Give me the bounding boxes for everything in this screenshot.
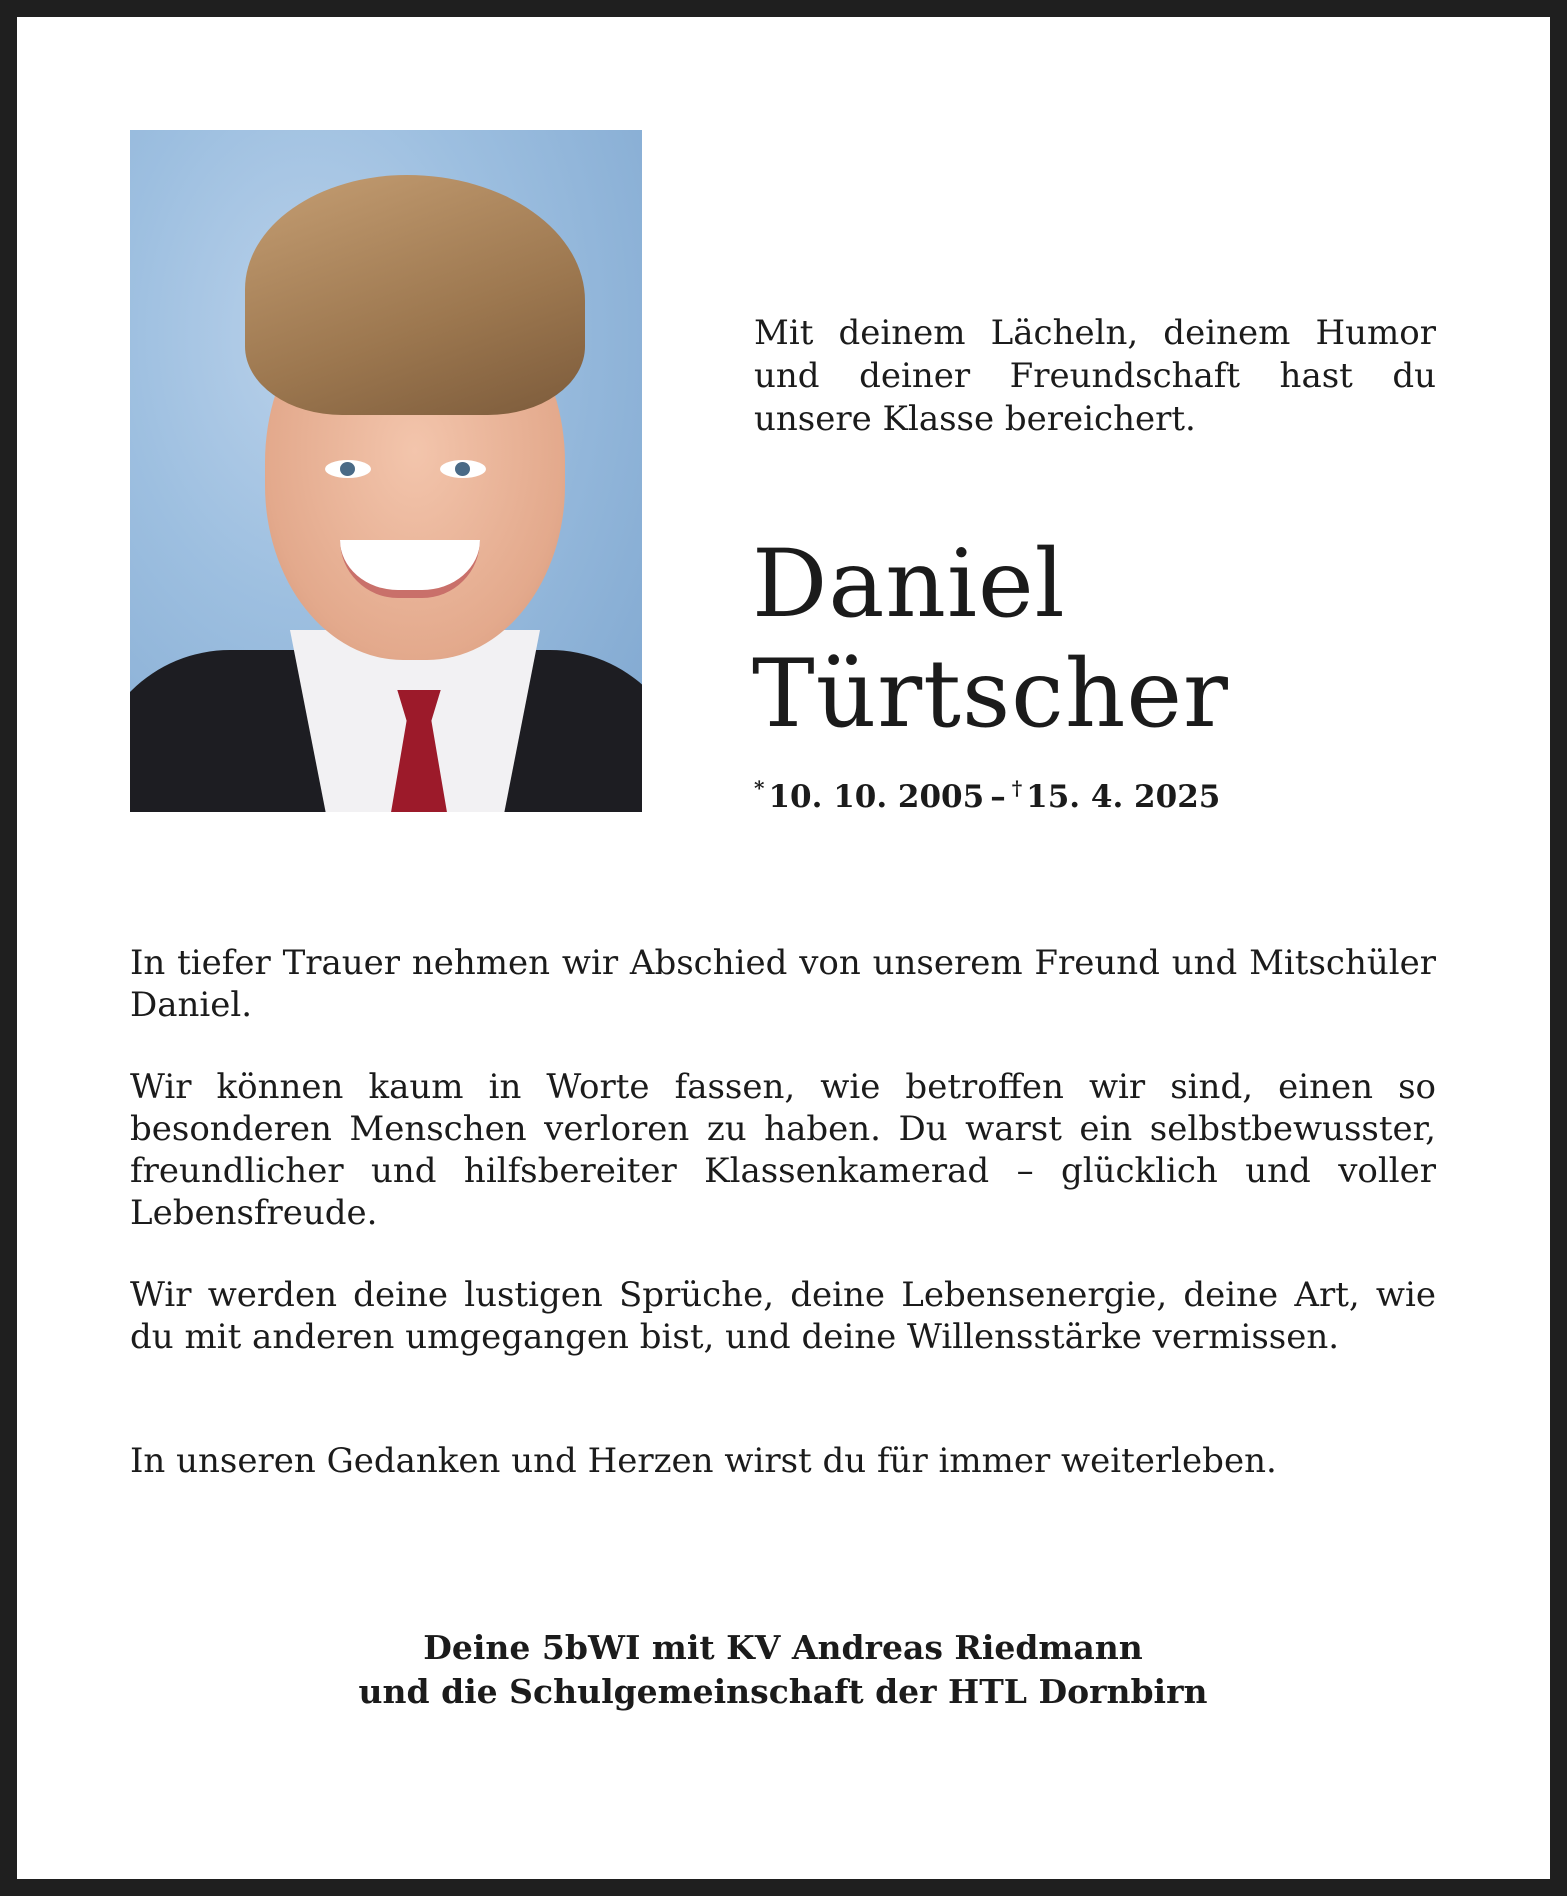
body-paragraph-tribute: Wir können kaum in Worte fassen, wie betroffen wir sind, einen so besonderen Menschen verloren zu haben. Du warst ein selbstbewusster, freundlicher und hilfsbereiter Klassenkamerad – glücklich und voller Lebensfreude. [130,1067,1436,1233]
death-date: 15. 4. 2025 [1026,779,1221,815]
signature-line-class: Deine 5bWI mit KV Andreas Riedmann [423,1628,1143,1667]
body-paragraph-closing: In unseren Gedanken und Herzen wirst du für immer weiterleben. [130,1441,1277,1481]
deceased-last-name: Türtscher [752,640,1229,749]
signature-line-school: und die Schulgemeinschaft der HTL Dornbirn [358,1672,1208,1711]
memorial-quote: Mit deinem Lächeln, deinem Humor und deiner Freundschaft hast du unsere Klasse bereichert. [754,313,1436,439]
birth-symbol: * [754,776,765,800]
portrait-photo [130,130,642,812]
birth-date: 10. 10. 2005 [768,779,985,815]
body-paragraph-memories: Wir werden deine lustigen Sprüche, deine Lebensenergie, deine Art, wie du mit anderen umgegangen bist, und deine Willensstärke vermissen. [130,1275,1436,1357]
body-paragraph-farewell: In tiefer Trauer nehmen wir Abschied von unserem Freund und Mitschüler Daniel. [130,943,1436,1025]
date-separator: – [990,779,1006,815]
deceased-name [752,530,1452,750]
death-symbol: † [1011,776,1023,800]
signature [130,1626,1436,1714]
deceased-first-name: Daniel [752,530,1066,639]
life-dates [754,776,1220,815]
portrait-right-eye [440,460,486,478]
portrait-hair [245,175,585,415]
obituary-body [130,942,1436,1482]
portrait-left-eye [325,460,371,478]
